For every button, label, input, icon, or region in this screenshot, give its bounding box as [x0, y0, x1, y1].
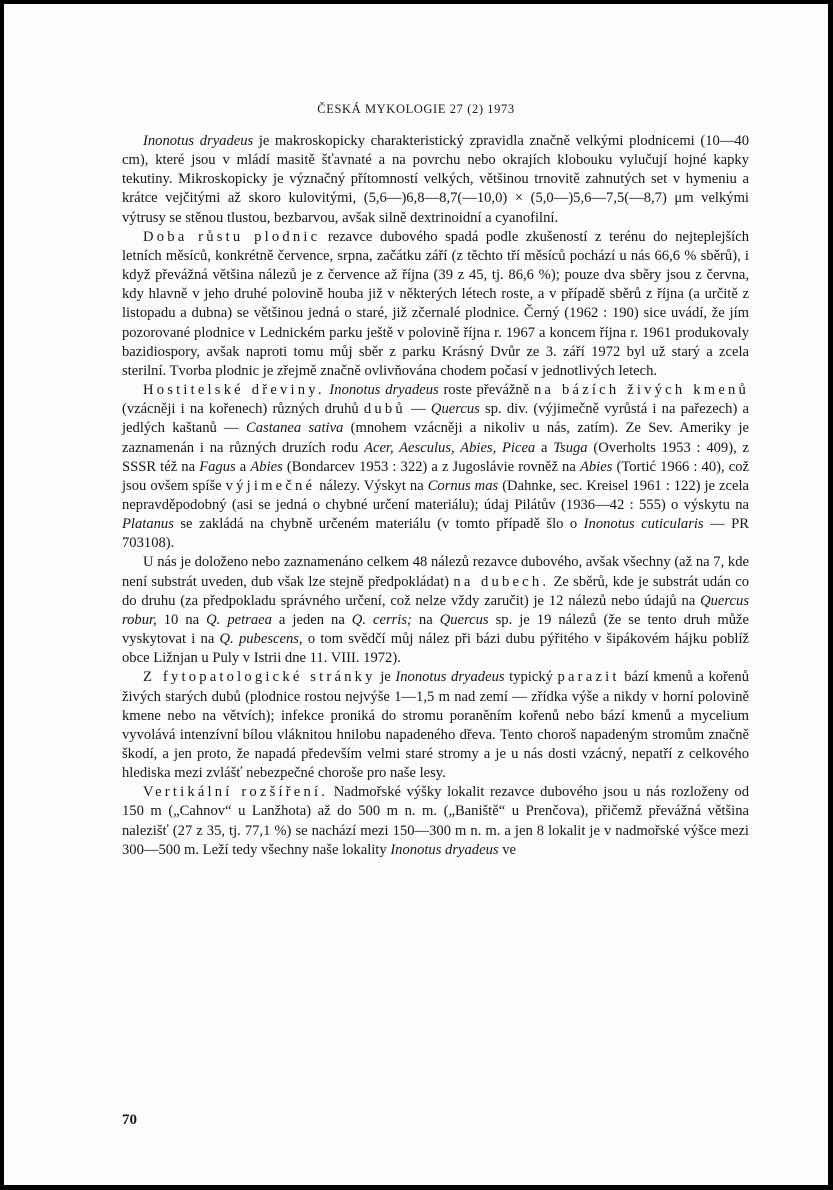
text-run: sp. je 19 nálezů (že se tento druh může vyskytovat i na	[122, 611, 749, 648]
species-name: Inonotus dryadeus	[395, 669, 505, 686]
text-run: je makroskopicky charakteristický zpravidla značně velkými plodnicemi (10—40 cm), které jsou v mládí masitě šťavnaté a na povrchu nebo okrajích klobouku vylučují hojné kapky tekutiny. Mikroskopicky je význačný přítomností velkých, většinou trnovitě zahnutých set v hymeniu a krátce vejčitými až skoro kulovitými, (5,6—)6,8—8,7(—10,0) × (5,0—)5,6—7,5(—8,7) μm velkými výtrusy se stěnou tlustou, bezbarvou, avšak silně dextrinoidní a cyanofilní.	[122, 133, 750, 226]
species-name: Q. pubescens,	[219, 631, 303, 648]
text-run: rezavce dubového spadá podle zkušeností z terénu do nejteplejších letních měsíců, konkrétně července, srpna, začátku září (z těchto tří měsíců pochází u nás 66,6 % sběrů), i když převážná většina nálezů je z července až října (39 z 45, tj. 86,6 %); pouze dva sběry jsou z června, kdy hlavně v jeho druhé polovině houba již v některých létech roste, a v případě sběrů z října (a určitě z listopadu a dubna) se většinou jedná o staré, již zčernalé plodnice. Černý (1962 : 190) sice uvádí, že jím pozorované plodnice v Lednickém parku ještě v polovině října r. 1967 a koncem října r. 1961 produkovaly bazidiospory, avšak naproti tomu můj sběr z parku Krásný Dvůr ze 3. září 1972 byl už starý a zcela sterilní. Tvorba plodnic je zřejmě značně ovlivňována chodem počasí v jednotlivých letech.	[122, 228, 749, 379]
text-run: (Overholts 1953 : 409), z SSSR též na	[122, 439, 749, 475]
species-name: Quercus	[439, 611, 489, 628]
text-run: U nás je doloženo nebo zaznamenáno celkem 48 nálezů rezavce dubového, avšak všechny (až na 7, kde není substrát uveden, dub však lze stejně předpokládat)	[122, 554, 749, 590]
species-name: Inonotus dryadeus	[143, 133, 254, 149]
spaced-emphasis: výjimečné	[225, 477, 316, 494]
spaced-emphasis: parazit	[557, 669, 620, 686]
text-run: —	[405, 401, 431, 418]
text-run: 10 na	[156, 611, 207, 628]
section-heading: Doba růstu plodnic	[143, 228, 321, 245]
text-run: na	[411, 611, 440, 628]
body-text	[122, 132, 749, 860]
species-name: Abies	[250, 458, 283, 475]
text-run: roste převážně	[438, 382, 534, 399]
text-run: ve	[498, 841, 516, 858]
paragraph-vertical-distribution	[122, 783, 749, 860]
text-run: Nadmořské výšky lokalit rezavce dubového jsou u nás rozloženy od 150 m („Cahnov“ u Lanžhota) až do 500 m n. m. („Baniště“ u Prenčova), přičemž převážná většina nalezišť (27 z 35, tj. 77,1 %) se nachází mezi 150—300 m n. m. a jen 8 lokalit je v nadmořské výšce mezi 300—500 m. Leží tedy všechny naše lokality	[122, 784, 749, 858]
spaced-emphasis: na bázích živých kmenů	[533, 382, 749, 399]
species-name: Cornus mas	[427, 477, 499, 494]
species-name: Inonotus cuticularis	[583, 516, 704, 533]
page-number: 70	[122, 1112, 137, 1128]
text-run: a	[535, 439, 554, 456]
running-header: ČESKÁ MYKOLOGIE 27 (2) 1973	[317, 102, 515, 116]
species-name: Quercus	[430, 401, 480, 418]
species-name: Acer, Aesculus, Abies, Picea	[364, 439, 536, 456]
text-run: sp. div. (výjimečně vyrůstá i na pařezech) a jedlých kaštanů —	[122, 401, 749, 437]
text-run: (Bondarcev 1953 : 322) a z Jugoslávie rovněž na	[282, 458, 580, 475]
text-run: se zakládá na chybně určeném materiálu (v tomto případě šlo o	[173, 516, 584, 533]
text-run: a jeden na	[271, 611, 352, 628]
paragraph-description	[122, 132, 749, 228]
text-run: — PR 703108).	[122, 516, 749, 552]
paragraph-fruiting-period	[122, 228, 749, 381]
species-name: Castanea sativa	[246, 420, 344, 437]
species-name: Q. petraea	[206, 611, 272, 628]
text-run: (mnohem vzácněji a nikoliv u nás, zatím). Ze Sev. Ameriky je zaznamenán i na různých druzích rodu	[122, 420, 749, 456]
spaced-emphasis: dubů	[363, 401, 406, 418]
species-name: Inonotus dryadeus	[390, 841, 499, 858]
species-name: Tsuga	[553, 439, 588, 456]
text-run: (Tortić 1966 : 40), což jsou ovšem spíše	[122, 458, 750, 494]
species-name: Fagus	[199, 458, 236, 475]
paragraph-czech-records	[122, 553, 749, 668]
species-name: Q. cerris;	[351, 611, 412, 628]
section-heading: Z fytopatologické stránky	[143, 669, 376, 686]
journal-page	[4, 4, 828, 1185]
section-heading: Hostitelské dřeviny.	[143, 382, 325, 399]
spaced-emphasis: na dubech.	[453, 573, 550, 590]
paragraph-phytopathology	[122, 668, 749, 783]
text-run: a	[235, 458, 251, 475]
text-run: typický	[504, 669, 558, 686]
text-run: (Dahnke, sec. Kreisel 1961 : 122) je zcela nepravděpodobný (asi se jedná o chybné určení materiálu); údaj Pilátův (1936—42 : 555) o výskytu na	[122, 477, 749, 513]
species-name: Abies	[579, 458, 613, 475]
species-name: Platanus	[122, 516, 174, 533]
text-run: Ze sběrů, kde je substrát udán co do druhu (za předpokladu správného určení, což nelze vždy zaručit) je 12 nálezů nebo údajů na	[122, 573, 749, 609]
species-name: Quercus robur,	[122, 592, 749, 628]
paragraph-host-trees	[122, 381, 749, 553]
text-run: bází kmenů a kořenů živých starých dubů (plodnice rostou nejvýše 1—1,5 m nad zemí — zřídka výše a nikdy v horní polovině kmene nebo na větvích); infekce proniká do stromu poraněním kořenů nebo bází kmenů a mycelium vyvolává intenzívní bílou vláknitou hnilobu napadeného dřeva. Tento choroš napadeným stromům značně škodí, a jen proto, že napadá především velmi staré stromy a je u nás dosti vzácný, nepatří z celkového hlediska mezi zvlášť nebezpečné choroše pro naše lesy.	[122, 669, 749, 782]
text-run: je	[375, 669, 396, 686]
species-name: Inonotus dryadeus	[329, 382, 439, 399]
text-run: nálezy. Výskyt na	[315, 477, 428, 494]
text-run: (vzácněji i na kořenech) různých druhů	[122, 401, 364, 418]
text-run: o tom svědčí můj nález při bázi dubu pýřitého v šipákovém hájku poblíž obce Ližnjan u Puly v Istrii dne 11. VIII. 1972).	[122, 631, 749, 667]
section-heading: Vertikální rozšíření.	[143, 784, 329, 801]
